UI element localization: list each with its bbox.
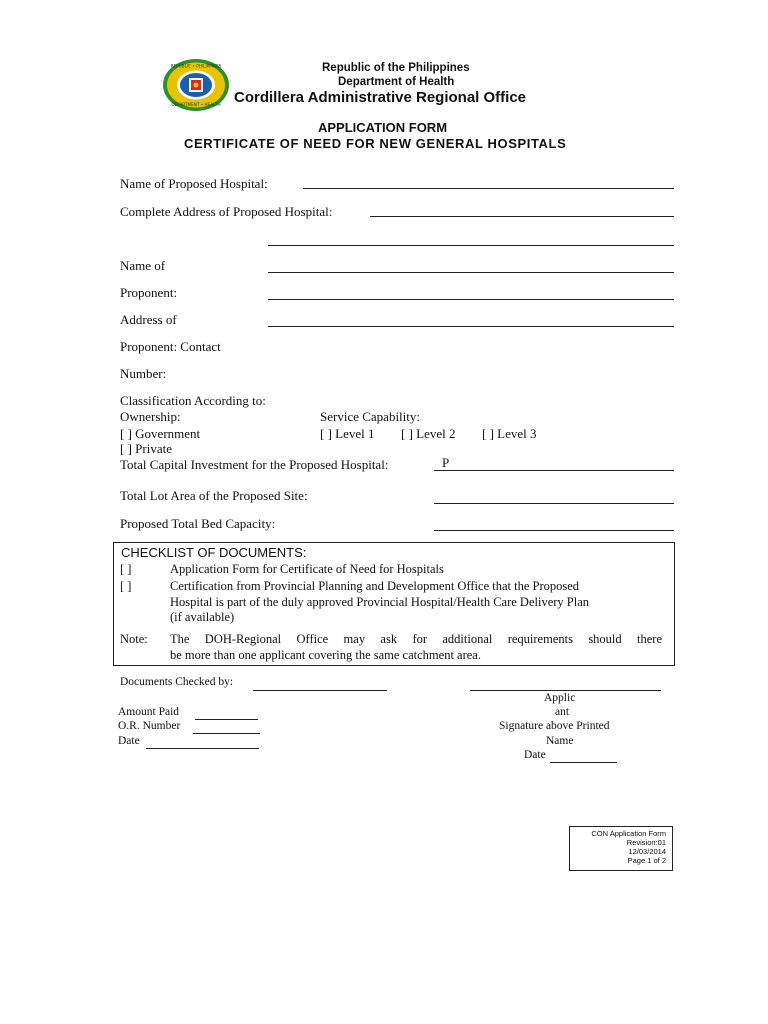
label-hospital-name: Name of Proposed Hospital:	[120, 176, 268, 191]
applicant-label-2: ant	[555, 706, 570, 718]
note-line2: be more than one applicant covering the same catchment area.	[170, 648, 481, 662]
checklist-item-2-line3: (if available)	[170, 610, 235, 624]
field-amount-paid[interactable]	[195, 719, 258, 720]
doh-seal-logo	[162, 58, 230, 112]
field-or-number[interactable]	[193, 733, 260, 734]
svg-text:REPUBLIC • PHILIPPINES: REPUBLIC • PHILIPPINES	[170, 63, 222, 69]
label-ownership: Ownership:	[120, 409, 181, 424]
field-bed-capacity[interactable]	[434, 530, 674, 531]
applicant-label-1: Applic	[544, 692, 576, 704]
field-lot-area[interactable]	[434, 503, 674, 504]
field-hospital-name[interactable]	[303, 188, 674, 189]
footer-page: Page 1 of 2	[627, 856, 666, 865]
footer-revision: Revision:01	[626, 838, 666, 847]
checkbox-level-1[interactable]: [ ] Level 1	[320, 426, 375, 441]
label-number: Number:	[120, 366, 167, 381]
field-capital-investment[interactable]	[434, 470, 674, 471]
checklist-item-2-line1: Certification from Provincial Planning and Development Office that the Proposed	[170, 579, 580, 593]
field-date-left[interactable]	[146, 748, 259, 749]
label-or-number: O.R. Number	[118, 720, 181, 732]
form-title: APPLICATION FORM	[318, 120, 448, 135]
svg-text:DEPARTMENT • HEALTH: DEPARTMENT • HEALTH	[171, 102, 221, 107]
label-proponent: Proponent:	[120, 285, 178, 300]
label-bed-capacity: Proposed Total Bed Capacity:	[120, 516, 276, 531]
field-documents-checked[interactable]	[253, 690, 387, 691]
footer-form-name: CON Application Form	[591, 829, 666, 838]
header-republic: Republic of the Philippines	[322, 62, 470, 74]
field-hospital-address-1[interactable]	[370, 216, 674, 217]
label-documents-checked: Documents Checked by:	[120, 676, 234, 688]
checklist-item-2-line2: Hospital is part of the duly approved Provincial Hospital/Health Care Delivery Plan	[170, 595, 590, 609]
label-proponent-contact: Proponent: Contact	[120, 339, 221, 354]
form-revision-box	[569, 826, 673, 871]
field-proponent-address[interactable]	[268, 326, 674, 327]
label-capital-investment: Total Capital Investment for the Proposed Hospital:	[120, 457, 389, 472]
form-subtitle: CERTIFICATE OF NEED FOR NEW GENERAL HOSPITALS	[184, 136, 567, 151]
footer-date: 12/03/2014	[628, 847, 666, 856]
field-applicant-signature[interactable]	[470, 690, 661, 691]
field-date-right[interactable]	[550, 762, 617, 763]
peso-sign: P	[442, 455, 450, 470]
label-amount-paid: Amount Paid	[118, 706, 180, 718]
note-label: Note:	[120, 632, 148, 646]
date-right-label: Date	[524, 749, 546, 761]
checkbox-government[interactable]: [ ] Government	[120, 426, 201, 441]
label-address-of: Address of	[120, 312, 177, 327]
checkbox-private[interactable]: [ ] Private	[120, 441, 172, 456]
name-label: Name	[546, 735, 574, 747]
checklist-title: CHECKLIST OF DOCUMENTS:	[121, 545, 307, 560]
field-proponent-name-1[interactable]	[268, 272, 674, 273]
label-name-of: Name of	[120, 258, 166, 273]
checkbox-level-3[interactable]: [ ] Level 3	[482, 426, 537, 441]
label-service-capability: Service Capability:	[320, 409, 421, 424]
label-date-left: Date	[118, 735, 140, 747]
checkbox-level-2[interactable]: [ ] Level 2	[401, 426, 456, 441]
label-hospital-address: Complete Address of Proposed Hospital:	[120, 204, 333, 219]
label-classification: Classification According to:	[120, 393, 266, 408]
field-hospital-address-2[interactable]	[268, 245, 674, 246]
note-line1: The DOH-Regional Office may ask for additional requirements should there	[170, 632, 662, 646]
header-office: Cordillera Administrative Regional Office	[234, 89, 527, 106]
checklist-checkbox-2[interactable]: [ ]	[120, 579, 132, 593]
label-lot-area: Total Lot Area of the Proposed Site:	[120, 488, 308, 503]
checklist-checkbox-1[interactable]: [ ]	[120, 562, 132, 576]
signature-printed-label: Signature above Printed	[499, 720, 610, 732]
checklist-item-1: Application Form for Certificate of Need for Hospitals	[170, 562, 444, 576]
header-department: Department of Health	[338, 76, 455, 88]
field-proponent-name-2[interactable]	[268, 299, 674, 300]
